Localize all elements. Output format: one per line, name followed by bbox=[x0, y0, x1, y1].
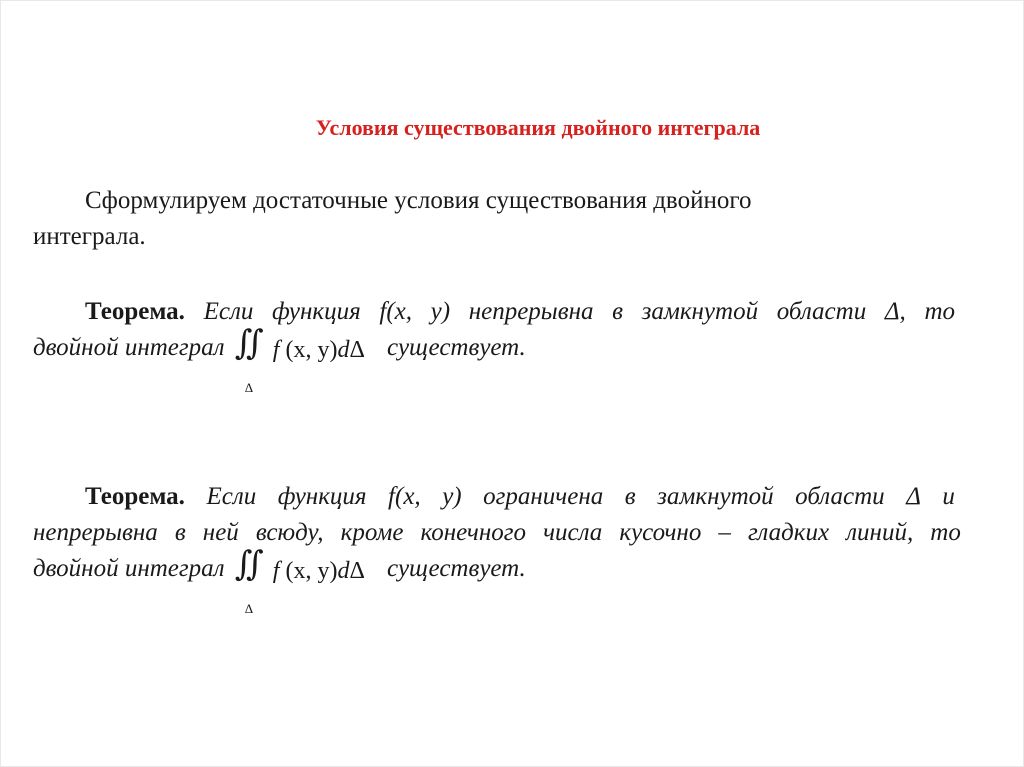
theorem-2-word: f(x, bbox=[388, 483, 421, 510]
intro-line-1: Сформулируем достаточные условия существования двойного bbox=[85, 187, 752, 214]
theorem-2-line-2 bbox=[33, 515, 961, 551]
theorem-2-word: всюду, bbox=[255, 519, 324, 546]
theorem-2-word: области bbox=[795, 483, 885, 510]
theorem-2-line-3 bbox=[33, 546, 955, 616]
theorem-2-prefix: двойной интеграл bbox=[33, 555, 225, 582]
theorem-2-word: кусочно bbox=[619, 519, 702, 546]
theorem-2-word: непрерывна bbox=[33, 519, 158, 546]
integrand: f (x, y)dΔ bbox=[272, 337, 365, 363]
double-integral-symbol: ∬ bbox=[234, 325, 256, 362]
theorem-1-label: Теорема. bbox=[85, 298, 185, 325]
double-integral-symbol: ∬ bbox=[234, 546, 256, 583]
theorem-1-word: y) bbox=[430, 298, 451, 325]
double-integral-formula bbox=[231, 325, 381, 395]
theorem-1-word: в bbox=[612, 298, 623, 325]
theorem-2-word: линий, bbox=[846, 519, 914, 546]
theorem-1-word: Δ, bbox=[884, 298, 906, 325]
theorem-2-word: числа bbox=[543, 519, 603, 546]
intro-paragraph bbox=[33, 183, 955, 255]
intro-line-2: интеграла. bbox=[33, 223, 146, 250]
theorem-2-word: ограничена bbox=[483, 483, 604, 510]
theorem-2-word: кроме bbox=[340, 519, 404, 546]
theorem-2-word: в bbox=[624, 483, 636, 510]
integral-subscript: Δ bbox=[244, 601, 254, 616]
theorem-2-word: гладких bbox=[748, 519, 830, 546]
theorem-1-word: f(x, bbox=[379, 298, 412, 325]
integrand: f (x, y)dΔ bbox=[272, 558, 365, 584]
theorem-1-line-1 bbox=[85, 294, 955, 330]
theorem-1-line-2 bbox=[33, 325, 955, 395]
theorem-1-word: замкнутой bbox=[641, 298, 759, 325]
theorem-1-suffix: существует. bbox=[387, 334, 526, 361]
theorem-2-word: замкнутой bbox=[657, 483, 774, 510]
theorem-1 bbox=[33, 294, 955, 395]
theorem-2-word: то bbox=[930, 519, 961, 546]
theorem-1-word: функция bbox=[272, 298, 361, 325]
theorem-1-word: области bbox=[776, 298, 867, 325]
theorem-2-word: – bbox=[718, 519, 731, 546]
theorem-2-label: Теорема. bbox=[85, 483, 185, 510]
theorem-2 bbox=[33, 479, 961, 616]
theorem-1-word: Если bbox=[203, 298, 254, 325]
integral-subscript: Δ bbox=[244, 380, 254, 395]
theorem-2-word: конечного bbox=[420, 519, 526, 546]
double-integral-formula bbox=[231, 546, 381, 616]
theorem-2-word: функция bbox=[277, 483, 367, 510]
theorem-1-word: то bbox=[924, 298, 955, 325]
theorem-2-word: ней bbox=[202, 519, 239, 546]
theorem-1-prefix: двойной интеграл bbox=[33, 334, 225, 361]
slide-title: Условия существования двойного интеграла bbox=[315, 115, 761, 140]
theorem-2-suffix: существует. bbox=[387, 555, 526, 582]
theorem-2-word: Если bbox=[206, 483, 257, 510]
theorem-1-word: непрерывна bbox=[468, 298, 594, 325]
theorem-2-word: y) bbox=[442, 483, 462, 510]
theorem-2-word: Δ bbox=[906, 483, 921, 510]
theorem-2-word: и bbox=[942, 483, 955, 510]
theorem-2-word: в bbox=[174, 519, 186, 546]
theorem-2-line-1 bbox=[85, 479, 955, 515]
